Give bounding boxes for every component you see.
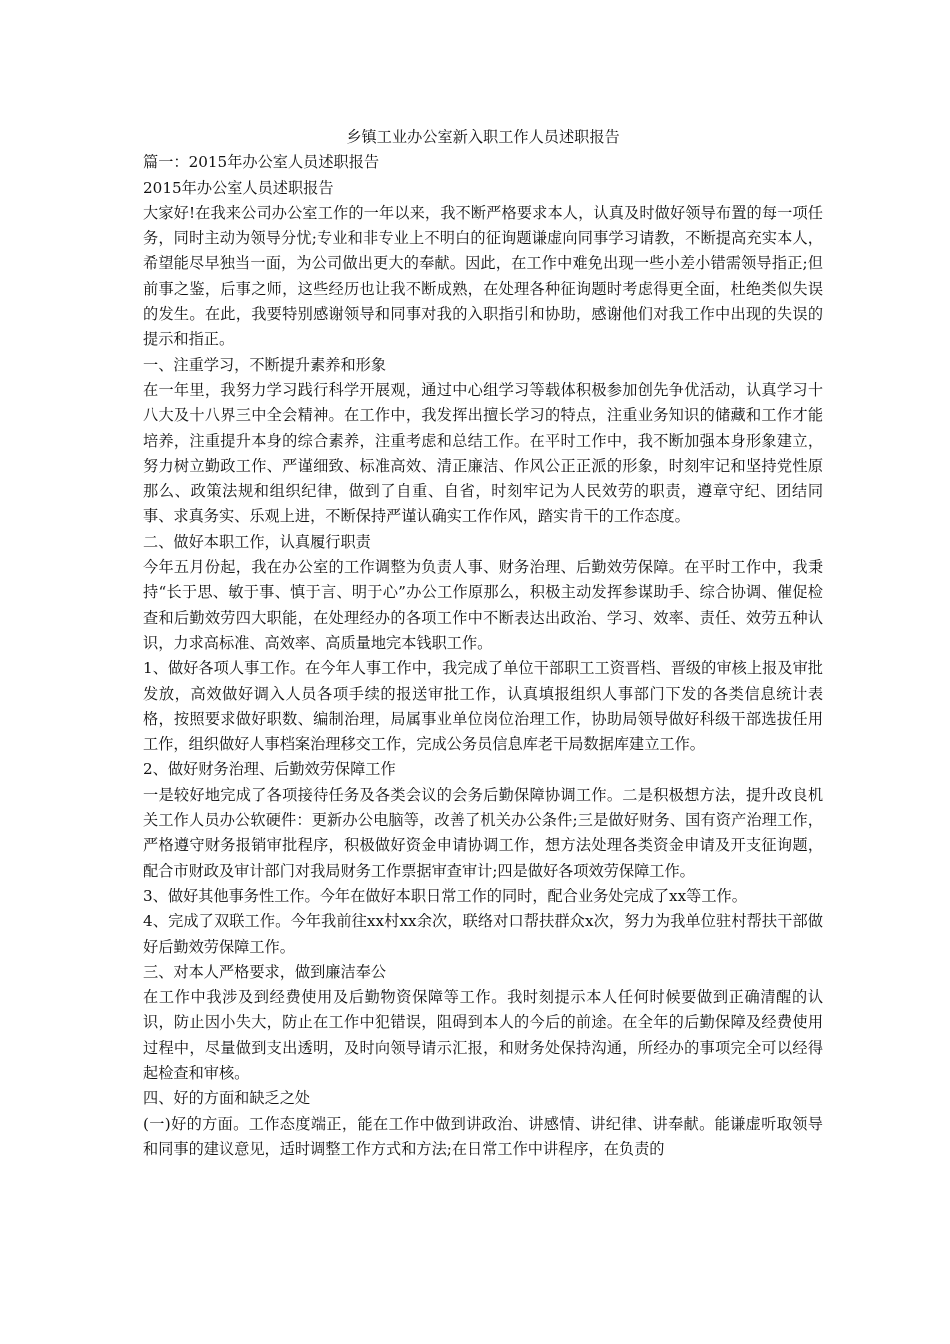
document-body [143,125,823,1162]
body-paragraph: 大家好!在我来公司办公室工作的一年以来，我不断严格要求本人，认真及时做好领导布置的每一项任务，同时主动为领导分忧;专业和非专业上不明白的征询题谦虚向同事学习请教，不断提高充实本人，希望能尽早独当一面，为公司做出更大的奉献。因此，在工作中难免出现一些小差小错需领导指正;但前事之鉴，后事之师，这些经历也让我不断成熟，在处理各种征询题时考虑得更全面，杜绝类似失误的发生。在此，我要特别感谢领导和同事对我的入职指引和协助，感谢他们对我工作中出现的失误的提示和指正。 [143,203,823,349]
section-heading: 二、做好本职工作，认真履行职责 [143,532,371,551]
body-paragraph: 一是较好地完成了各项接待任务及各类会议的会务后勤保障协调工作。二是积极想方法，提升改良机关工作人员办公软硬件：更新办公电脑等，改善了机关办公条件;三是做好财务、国有资产治理工作，严格遵守财务报销审批程序，积极做好资金申请协调工作，想方法处理各类资金申请及开支征询题，配合市财政及审计部门对我局财务工作票据审查审计;四是做好各项效劳保障工作。 [143,785,823,880]
section-heading: 2、做好财务治理、后勤效劳保障工作 [143,760,396,779]
sub-heading: 2015年办公室人员述职报告 [143,178,334,197]
document-title: 乡镇工业办公室新入职工作人员述职报告 [346,128,620,146]
body-paragraph: (一)好的方面。工作态度端正，能在工作中做到讲政治、讲感情、讲纪律、讲奉献。能谦虚听取领导和同事的建议意见，适时调整工作方式和方法;在日常工作中讲程序，在负责的 [143,1114,823,1158]
body-paragraph: 4、完成了双联工作。今年我前往xx村xx余次，联络对口帮扶群众x次，努力为我单位驻村帮扶干部做好后勤效劳保障工作。 [143,912,823,956]
section-heading: 四、好的方面和缺乏之处 [143,1089,311,1108]
section-heading: 一、注重学习，不断提升素养和形象 [143,355,386,374]
body-paragraph: 1、做好各项人事工作。在今年人事工作中，我完成了单位干部职工工资晋档、晋级的审核上报及审批发放，高效做好调入人员各项手续的报送审批工作，认真填报组织人事部门下发的各类信息统计表格，按照要求做好职数、编制治理，局属事业单位岗位治理工作，协助局领导做好科级干部选拔任用工作，组织做好人事档案治理移交工作，完成公务员信息库老干局数据库建立工作。 [143,659,823,754]
body-paragraph: 在一年里，我努力学习践行科学开展观，通过中心组学习等载体积极参加创先争优活动，认真学习十八大及十八界三中全会精神。在工作中，我发挥出擅长学习的特点，注重业务知识的储藏和工作才能培养，注重提升本身的综合素养，注重考虑和总结工作。在平时工作中，我不断加强本身形象建立，努力树立勤政工作、严谨细致、标准高效、清正廉洁、作风公正正派的形象，时刻牢记和坚持党性原那么、政策法规和组织纪律，做到了自重、自省，时刻牢记为人民效劳的职责，遵章守纪、团结同事、求真务实、乐观上进，不断保持严谨认确实工作作风，踏实肯干的工作态度。 [143,380,823,526]
section-heading: 三、对本人严格要求，做到廉洁奉公 [143,962,386,981]
body-paragraph: 3、做好其他事务性工作。今年在做好本职日常工作的同时，配合业务处完成了xx等工作。 [143,886,747,905]
body-paragraph: 今年五月份起，我在办公室的工作调整为负责人事、财务治理、后勤效劳保障。在平时工作中，我秉持“长于思、敏于事、慎于言、明于心”办公工作原那么，积极主动发挥参谋助手、综合协调、催促检查和后勤效劳四大职能，在处理经办的各项工作中不断表达出政治、学习、效率、责任、效劳五种认识，力求高标准、高效率、高质量地完本钱职工作。 [143,558,823,652]
section-heading: 篇一：2015年办公室人员述职报告 [143,153,380,172]
body-paragraph: 在工作中我涉及到经费使用及后勤物资保障等工作。我时刻提示本人任何时候要做到正确清醒的认识，防止因小失大，防止在工作中犯错误，阻碍到本人的今后的前途。在全年的后勤保障及经费使用过程中，尽量做到支出透明，及时向领导请示汇报，和财务处保持沟通，所经办的事项完全可以经得起检查和审核。 [143,988,823,1082]
